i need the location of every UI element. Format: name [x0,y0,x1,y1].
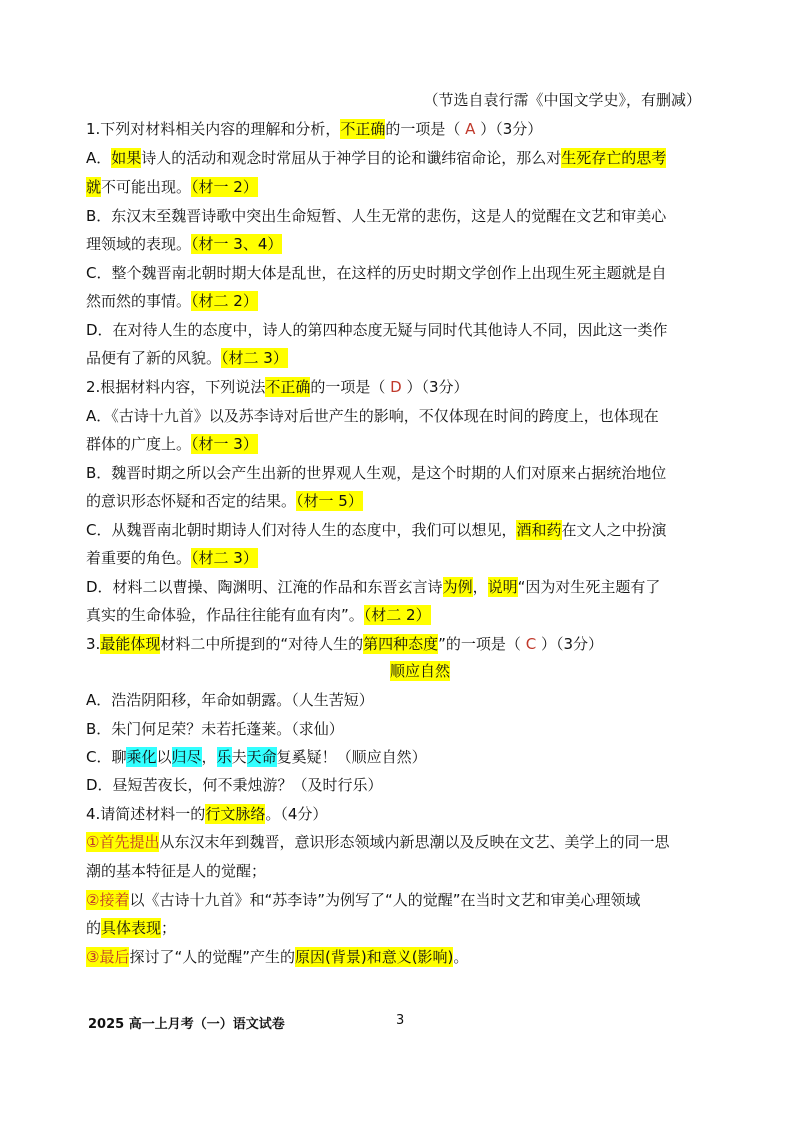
q1-option-d-line2 [86,348,710,368]
q3-c-e: 复奚疑！（顺应自然） [276,748,427,766]
q3-c-a: C．聊 [86,748,127,766]
q1-stem-highlight: 不正确 [340,120,386,138]
q1-answer: A [465,120,476,138]
q3-option-c [86,747,710,767]
q4-point3 [86,947,710,967]
q3-note [390,661,450,681]
q4-p2-highlight2: 具体表现 [101,919,162,937]
q2-option-a-line2 [86,434,710,454]
q1-d-text2: 品便有了新的风貌。 [86,349,222,367]
q2-d-highlight1: 为例 [442,578,473,596]
q3-c-b: 以 [156,748,172,766]
q2-c-text1: C．从魏晋南北朝时期诗人们对待人生的态度中，我们可以想见， [86,521,517,539]
page-footer-label: 2025 高一上月考（一）语文试卷 [88,1017,285,1032]
q2-d-text2: 真实的生命体验，作品往往能有血有肉”。 [86,606,364,624]
q4-point1-line1 [86,832,710,852]
q1-stem-c: ）（3分） [480,120,543,138]
q2-stem-c: ）（3分） [406,378,469,396]
q2-d-text1c: “因为对生死主题有了 [517,578,661,596]
q2-option-c-line2 [86,548,710,568]
q1-b-tag: （材一 3、4） [191,235,283,253]
q4-point2-line2 [86,918,710,938]
page-number: 3 [396,1013,405,1028]
q3-stem [86,634,710,654]
q4-point2-line1 [86,890,710,910]
q2-option-d-line2 [86,605,710,625]
q1-stem-a: 1.下列对材料相关内容的理解和分析， [86,120,341,138]
q3-option-d: D．昼短苦夜长，何不秉烛游？（及时行乐） [86,776,383,794]
q2-option-a-line1: A．《古诗十九首》以及苏李诗对后世产生的影响，不仅体现在时间的跨度上，也体现在 [86,407,659,425]
q3-answer: C [525,635,537,653]
q1-option-b-line2 [86,234,710,254]
q4-p3-highlight2: 原因(背景)和意义(影响) [295,948,454,966]
q1-a-highlight3: 就 [86,178,102,196]
q4-p1-highlight: ①首先提出 [86,833,160,851]
q4-stem-b: 。（4分） [265,805,328,823]
q2-stem-highlight: 不正确 [265,378,311,396]
q3-note-text: 顺应自然 [390,662,451,680]
q3-stem-highlight2: 第四种态度 [363,635,439,653]
q2-option-d-line1 [86,577,710,597]
q1-option-c-line2 [86,291,710,311]
q1-a-tag: （材一 2） [191,178,258,196]
q1-option-d-line1: D．在对待人生的态度中，诗人的第四种态度无疑与同时代其他诗人不同，因此这一类作 [86,321,668,339]
q1-option-a-line1 [86,148,710,168]
q2-option-b-line2 [86,491,710,511]
q1-a-text2: 不可能出现。 [101,178,192,196]
q3-stem-c: ”的一项是（ [438,635,521,653]
q1-c-text2: 然而然的事情。 [86,292,192,310]
q3-c-highlight4: 天命 [246,748,277,766]
q2-stem-b: 的一项是（ [310,378,386,396]
q3-c-d: 夫 [231,748,247,766]
q4-point1-line2: 潮的基本特征是人的觉醒； [86,862,267,880]
q1-a-highlight1: 如果 [111,149,142,167]
q4-p2-highlight: ②接着 [86,891,130,909]
q2-a-tag: （材一 3） [191,435,258,453]
q2-b-tag: （材一 5） [296,492,363,510]
q2-c-text2: 着重要的角色。 [86,549,192,567]
q2-b-text2: 的意识形态怀疑和否定的结果。 [86,492,297,510]
q2-c-tag: （材二 3） [191,549,258,567]
q4-p2-text2a: 的 [86,919,102,937]
q2-answer: D [390,378,402,396]
q3-c-highlight2: 归尽 [171,748,202,766]
q1-a-label: A． [86,149,112,167]
q1-a-text1: 诗人的活动和观念时常屈从于神学目的论和谶纬宿命论，那么对 [141,149,562,167]
q3-option-a: A．浩浩阴阳移，年命如朝露。（人生苦短） [86,691,374,709]
q1-option-b-line1: B．东汉末至魏晋诗歌中突出生命短暂、人生无常的悲伤，这是人的觉醒在文艺和审美心 [86,207,667,225]
q2-option-b-line1: B．魏晋时期之所以会产生出新的世界观人生观，是这个时期的人们对原来占据统治地位 [86,464,667,482]
q4-p3-text-b: 。 [453,948,469,966]
q1-a-highlight2: 生死存亡的思考 [561,149,667,167]
q2-d-text1: D．材料二以曹操、陶渊明、江淹的作品和东晋玄言诗 [86,578,443,596]
q1-option-a-line2 [86,177,710,197]
q3-c-highlight3: 乐 [216,748,232,766]
q4-stem [86,804,710,824]
q2-d-tag: （材二 2） [363,606,431,624]
q3-c-highlight1: 乘化 [126,748,157,766]
q1-c-tag: （材二 2） [191,292,258,310]
q4-stem-a: 4.请简述材料一的 [86,805,206,823]
q3-option-b: B．朱门何足荣？未若托蓬莱。（求仙） [86,720,344,738]
source-note: （节选自袁行霈《中国文学史》，有删减） [423,91,701,109]
q1-option-c-line1: C．整个魏晋南北朝时期大体是乱世，在这样的历史时期文学创作上出现生死主题就是自 [86,264,667,282]
q4-p3-text-a: 探讨了“人的觉醒”产生的 [129,948,295,966]
q3-c-c: ， [201,748,217,766]
q1-stem-b: 的一项是（ [385,120,461,138]
q1-b-text2: 理领域的表现。 [86,235,192,253]
q1-stem [86,119,710,139]
q2-d-comma: ， [472,578,488,596]
q4-stem-highlight: 行文脉络 [205,805,266,823]
q2-c-highlight: 酒和药 [516,521,562,539]
q2-option-c-line1 [86,520,710,540]
q2-a-text2: 群体的广度上。 [86,435,192,453]
q4-p2-text1: 以《古诗十九首》和“苏李诗”为例写了“人的觉醒”在当时文艺和审美心理领域 [129,891,641,909]
q4-p3-highlight1: ③最后 [86,948,130,966]
q3-stem-d: ）（3分） [540,635,603,653]
q2-d-highlight2: 说明 [487,578,518,596]
q4-p1-text1: 从东汉末年到魏晋，意识形态领域内新思潮以及反映在文艺、美学上的同一思 [159,833,670,851]
q3-stem-a: 3. [86,635,101,653]
q2-c-text1b: 在文人之中扮演 [561,521,667,539]
q3-stem-highlight1: 最能体现 [100,635,161,653]
q4-p2-text2b: ； [161,919,177,937]
q1-d-tag: （材二 3） [221,349,288,367]
q2-stem [86,377,710,397]
q3-stem-b: 材料二中所提到的“对待人生的 [160,635,364,653]
q2-stem-a: 2.根据材料内容，下列说法 [86,378,266,396]
